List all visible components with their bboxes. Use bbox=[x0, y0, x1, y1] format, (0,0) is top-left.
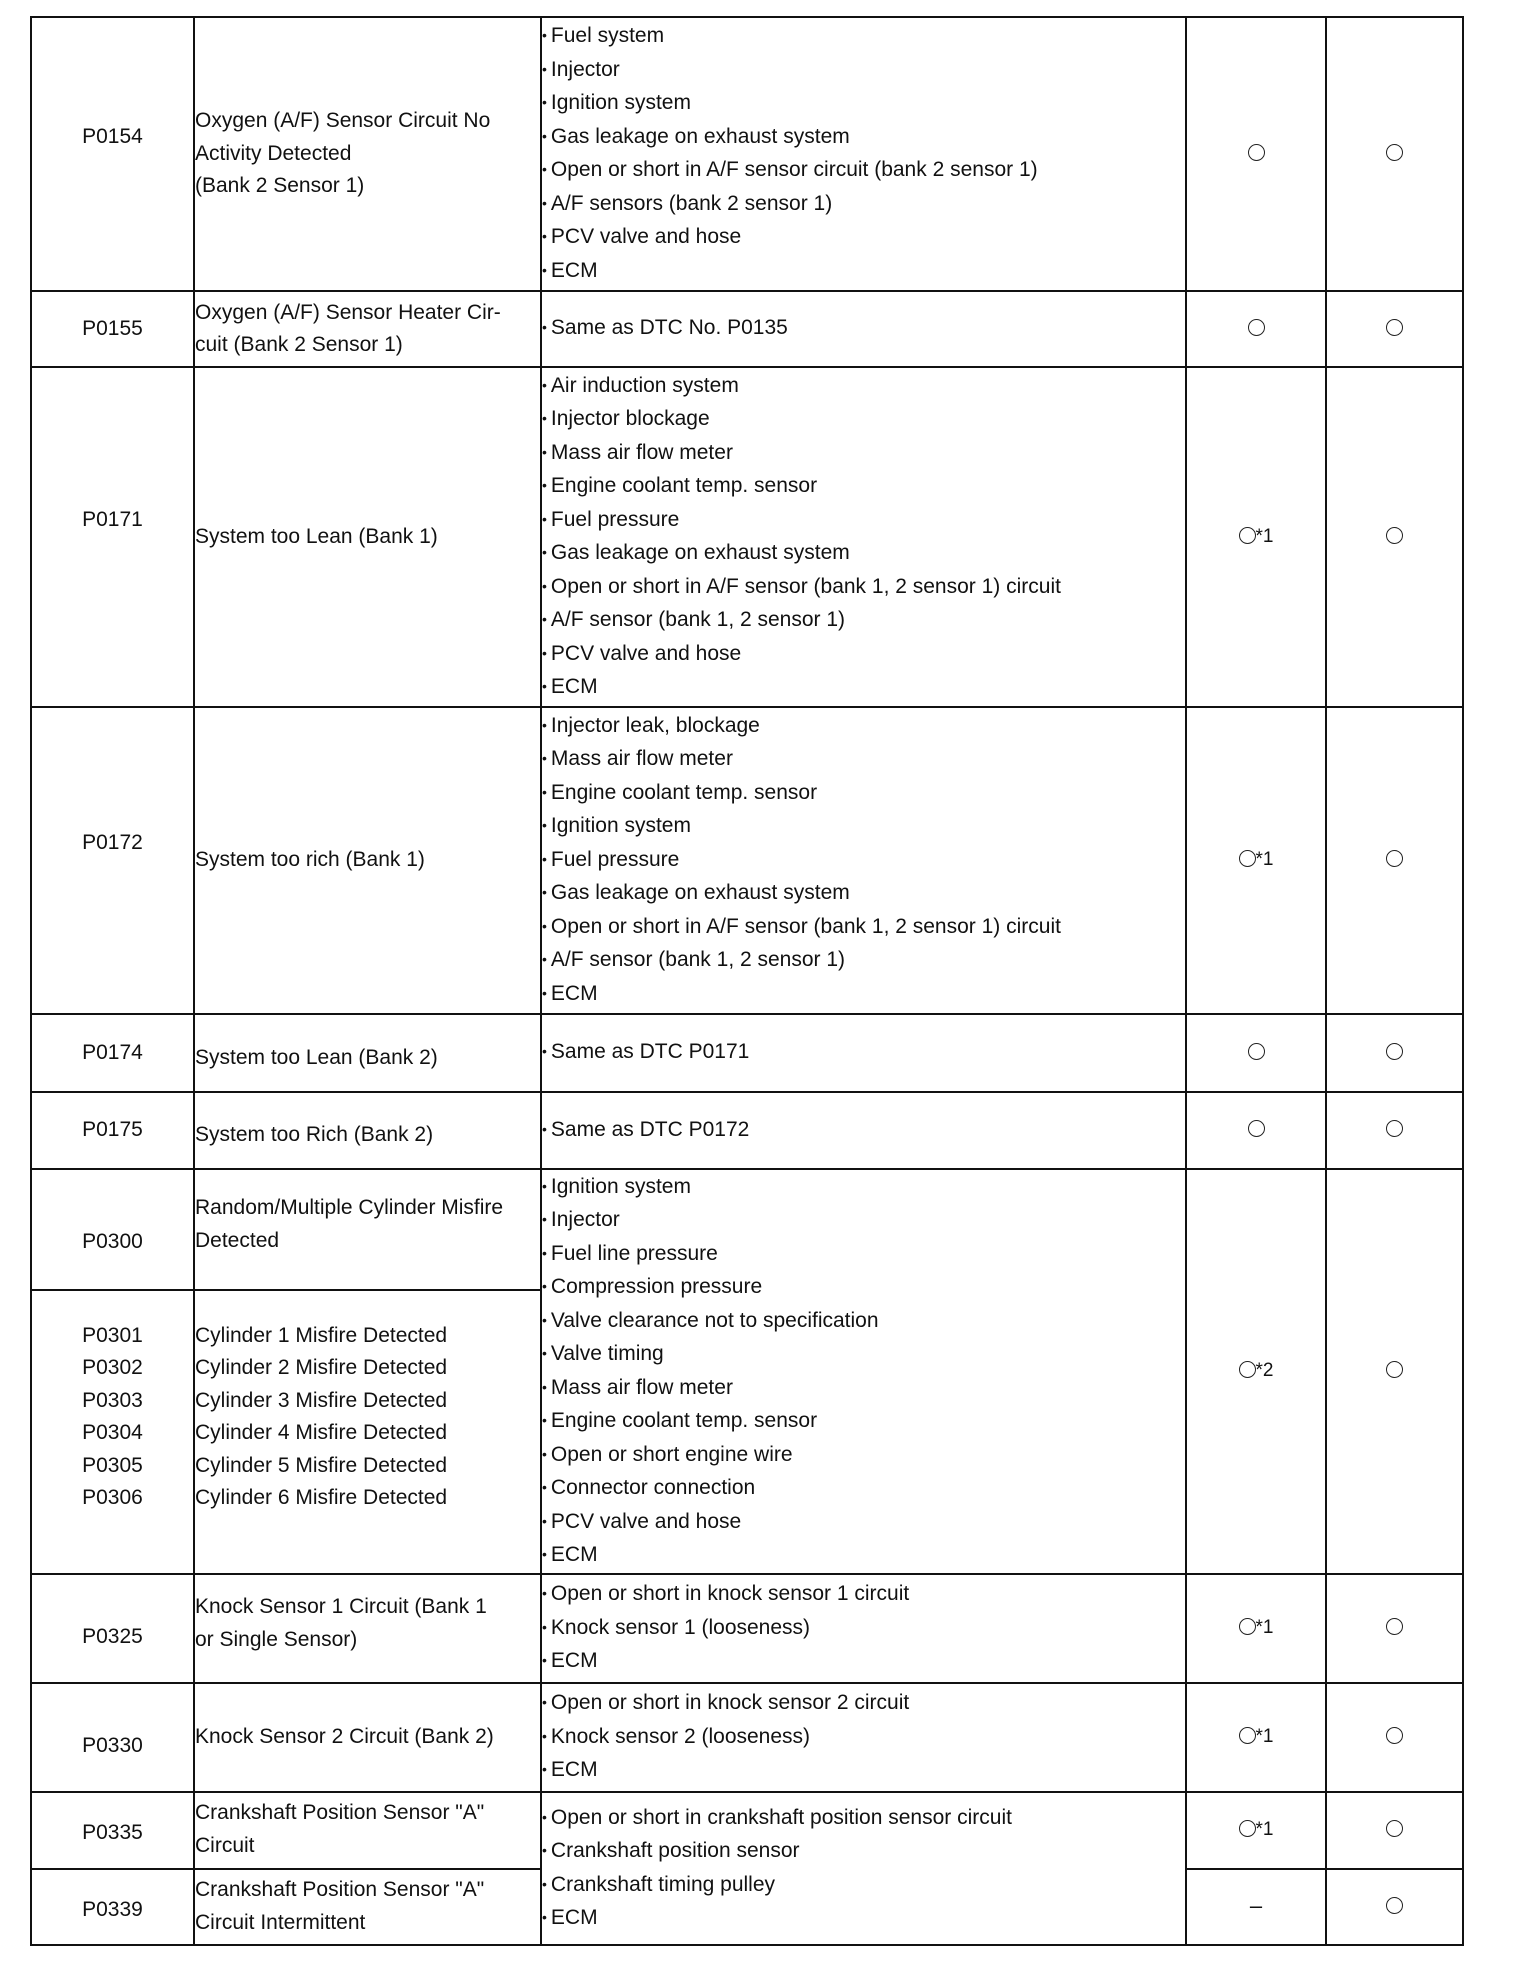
trouble-area bbox=[541, 1092, 1186, 1169]
list-item: • ECM bbox=[542, 1902, 1185, 1936]
memory-cell bbox=[1326, 291, 1463, 367]
table-row bbox=[31, 1169, 1463, 1290]
list-item: • Knock sensor 2 (looseness) bbox=[542, 1721, 1185, 1755]
circle-icon bbox=[1386, 527, 1403, 544]
list-item: • Same as DTC P0171 bbox=[542, 1036, 1185, 1070]
memory-cell bbox=[1326, 367, 1463, 707]
mil-cell bbox=[1186, 1092, 1326, 1169]
detection-item: Knock Sensor 1 Circuit (Bank 1 or Single Sensor) bbox=[194, 1574, 541, 1683]
mil-cell bbox=[1186, 1014, 1326, 1092]
memory-cell bbox=[1326, 707, 1463, 1014]
circle-icon bbox=[1386, 1727, 1403, 1744]
dtc-code: P0301 P0302 P0303 P0304 P0305 P0306 bbox=[31, 1290, 194, 1574]
list-item: • Connector connection bbox=[542, 1472, 1185, 1506]
detection-item: Crankshaft Position Sensor "A" Circuit bbox=[194, 1792, 541, 1869]
table-row bbox=[31, 291, 1463, 367]
list-item: • Same as DTC P0172 bbox=[542, 1114, 1185, 1148]
list-item: • Open or short in knock sensor 1 circuit bbox=[542, 1578, 1185, 1612]
memory-cell bbox=[1326, 1092, 1463, 1169]
dtc-code: P0171 bbox=[31, 367, 194, 707]
circle-icon bbox=[1248, 144, 1265, 161]
circle-icon bbox=[1386, 144, 1403, 161]
list-item: • A/F sensor (bank 1, 2 sensor 1) bbox=[542, 944, 1185, 978]
dtc-code: P0300 bbox=[31, 1169, 194, 1290]
detection-item: System too Rich (Bank 2) bbox=[194, 1092, 541, 1169]
trouble-area bbox=[541, 1574, 1186, 1683]
mil-cell: *1 bbox=[1186, 1792, 1326, 1869]
list-item: • Ignition system bbox=[542, 87, 1185, 121]
mil-cell: *1 bbox=[1186, 1683, 1326, 1792]
circle-icon bbox=[1239, 1727, 1256, 1744]
list-item: • A/F sensor (bank 1, 2 sensor 1) bbox=[542, 604, 1185, 638]
circle-icon bbox=[1248, 319, 1265, 336]
mil-cell bbox=[1186, 291, 1326, 367]
table-row bbox=[31, 1792, 1463, 1869]
circle-icon bbox=[1239, 527, 1256, 544]
dtc-table bbox=[30, 16, 1464, 1946]
trouble-area bbox=[541, 1169, 1186, 1574]
trouble-area bbox=[541, 1014, 1186, 1092]
list-item: • Open or short in crankshaft position sensor circuit bbox=[542, 1802, 1185, 1836]
table-row bbox=[31, 1574, 1463, 1683]
mil-cell: *1 bbox=[1186, 707, 1326, 1014]
mil-cell bbox=[1186, 17, 1326, 291]
detection-item: System too Lean (Bank 2) bbox=[194, 1014, 541, 1092]
trouble-area bbox=[541, 1683, 1186, 1792]
circle-icon bbox=[1386, 1897, 1403, 1914]
list-item: • Mass air flow meter bbox=[542, 743, 1185, 777]
list-item: • Injector bbox=[542, 54, 1185, 88]
circle-icon bbox=[1386, 1043, 1403, 1060]
list-item: • Fuel pressure bbox=[542, 504, 1185, 538]
circle-icon bbox=[1386, 1820, 1403, 1837]
list-item: • Gas leakage on exhaust system bbox=[542, 121, 1185, 155]
list-item: • Fuel system bbox=[542, 20, 1185, 54]
circle-icon bbox=[1386, 319, 1403, 336]
memory-cell bbox=[1326, 1014, 1463, 1092]
list-item: • Injector blockage bbox=[542, 403, 1185, 437]
dtc-code: P0175 bbox=[31, 1092, 194, 1169]
list-item: • Open or short engine wire bbox=[542, 1439, 1185, 1473]
list-item: • Gas leakage on exhaust system bbox=[542, 877, 1185, 911]
list-item: • Engine coolant temp. sensor bbox=[542, 470, 1185, 504]
mil-cell: *2 bbox=[1186, 1169, 1326, 1574]
list-item: • ECM bbox=[542, 671, 1185, 705]
trouble-area bbox=[541, 1792, 1186, 1945]
list-item: • Fuel line pressure bbox=[542, 1238, 1185, 1272]
detection-item: Cylinder 1 Misfire Detected Cylinder 2 Misfire Detected Cylinder 3 Misfire Detected Cylinder 4 Misfire Detected Cylinder 5 Misfire Detected Cylinder 6 Misfire Detected bbox=[194, 1290, 541, 1574]
detection-item: System too rich (Bank 1) bbox=[194, 707, 541, 1014]
dtc-code: P0325 bbox=[31, 1574, 194, 1683]
dtc-code: P0174 bbox=[31, 1014, 194, 1092]
mil-cell: *1 bbox=[1186, 367, 1326, 707]
memory-cell bbox=[1326, 1574, 1463, 1683]
circle-icon bbox=[1239, 1820, 1256, 1837]
list-item: • Valve clearance not to specification bbox=[542, 1305, 1185, 1339]
detection-item: Random/Multiple Cylinder Misfire Detected bbox=[194, 1169, 541, 1290]
list-item: • Crankshaft position sensor bbox=[542, 1835, 1185, 1869]
list-item: • A/F sensors (bank 2 sensor 1) bbox=[542, 188, 1185, 222]
table-row bbox=[31, 367, 1463, 707]
list-item: • ECM bbox=[542, 255, 1185, 289]
list-item: • Knock sensor 1 (looseness) bbox=[542, 1612, 1185, 1646]
list-item: • PCV valve and hose bbox=[542, 638, 1185, 672]
list-item: • ECM bbox=[542, 1539, 1185, 1573]
detection-item: Knock Sensor 2 Circuit (Bank 2) bbox=[194, 1683, 541, 1792]
list-item: • Same as DTC No. P0135 bbox=[542, 312, 1185, 346]
trouble-area bbox=[541, 367, 1186, 707]
list-item: • Open or short in A/F sensor circuit (bank 2 sensor 1) bbox=[542, 154, 1185, 188]
detection-item: Crankshaft Position Sensor "A" Circuit Intermittent bbox=[194, 1869, 541, 1945]
circle-icon bbox=[1239, 1618, 1256, 1635]
circle-icon bbox=[1386, 850, 1403, 867]
list-item: • ECM bbox=[542, 978, 1185, 1012]
list-item: • Gas leakage on exhaust system bbox=[542, 537, 1185, 571]
list-item: • Injector leak, blockage bbox=[542, 710, 1185, 744]
dtc-code: P0339 bbox=[31, 1869, 194, 1945]
list-item: • ECM bbox=[542, 1754, 1185, 1788]
list-item: • Fuel pressure bbox=[542, 844, 1185, 878]
list-item: • Air induction system bbox=[542, 370, 1185, 404]
list-item: • Mass air flow meter bbox=[542, 1372, 1185, 1406]
dtc-code: P0154 bbox=[31, 17, 194, 291]
circle-icon bbox=[1386, 1618, 1403, 1635]
circle-icon bbox=[1239, 850, 1256, 867]
trouble-area bbox=[541, 17, 1186, 291]
circle-icon bbox=[1386, 1361, 1403, 1378]
table-row bbox=[31, 17, 1463, 291]
memory-cell bbox=[1326, 1792, 1463, 1869]
table-row bbox=[31, 707, 1463, 1014]
list-item: • Injector bbox=[542, 1204, 1185, 1238]
dtc-code: P0172 bbox=[31, 707, 194, 1014]
dtc-code: P0330 bbox=[31, 1683, 194, 1792]
list-item: • Open or short in A/F sensor (bank 1, 2 sensor 1) circuit bbox=[542, 911, 1185, 945]
mil-cell: – bbox=[1186, 1869, 1326, 1945]
dtc-code: P0335 bbox=[31, 1792, 194, 1869]
list-item: • Ignition system bbox=[542, 810, 1185, 844]
list-item: • Ignition system bbox=[542, 1171, 1185, 1205]
dtc-code: P0155 bbox=[31, 291, 194, 367]
detection-item: Oxygen (A/F) Sensor Circuit No Activity Detected (Bank 2 Sensor 1) bbox=[194, 17, 541, 291]
table-row bbox=[31, 1014, 1463, 1092]
list-item: • ECM bbox=[542, 1645, 1185, 1679]
memory-cell bbox=[1326, 1869, 1463, 1945]
circle-icon bbox=[1239, 1361, 1256, 1378]
memory-cell bbox=[1326, 1683, 1463, 1792]
trouble-area bbox=[541, 707, 1186, 1014]
list-item: • PCV valve and hose bbox=[542, 221, 1185, 255]
list-item: • Open or short in A/F sensor (bank 1, 2 sensor 1) circuit bbox=[542, 571, 1185, 605]
list-item: • Compression pressure bbox=[542, 1271, 1185, 1305]
circle-icon bbox=[1248, 1043, 1265, 1060]
table-row bbox=[31, 1683, 1463, 1792]
memory-cell bbox=[1326, 1169, 1463, 1574]
table-row bbox=[31, 1092, 1463, 1169]
list-item: • Crankshaft timing pulley bbox=[542, 1869, 1185, 1903]
circle-icon bbox=[1386, 1120, 1403, 1137]
detection-item: Oxygen (A/F) Sensor Heater Cir- cuit (Bank 2 Sensor 1) bbox=[194, 291, 541, 367]
list-item: • Open or short in knock sensor 2 circuit bbox=[542, 1687, 1185, 1721]
mil-cell: *1 bbox=[1186, 1574, 1326, 1683]
circle-icon bbox=[1248, 1120, 1265, 1137]
trouble-area bbox=[541, 291, 1186, 367]
list-item: • Engine coolant temp. sensor bbox=[542, 1405, 1185, 1439]
memory-cell bbox=[1326, 17, 1463, 291]
list-item: • Engine coolant temp. sensor bbox=[542, 777, 1185, 811]
list-item: • Valve timing bbox=[542, 1338, 1185, 1372]
list-item: • Mass air flow meter bbox=[542, 437, 1185, 471]
list-item: • PCV valve and hose bbox=[542, 1506, 1185, 1540]
detection-item: System too Lean (Bank 1) bbox=[194, 367, 541, 707]
